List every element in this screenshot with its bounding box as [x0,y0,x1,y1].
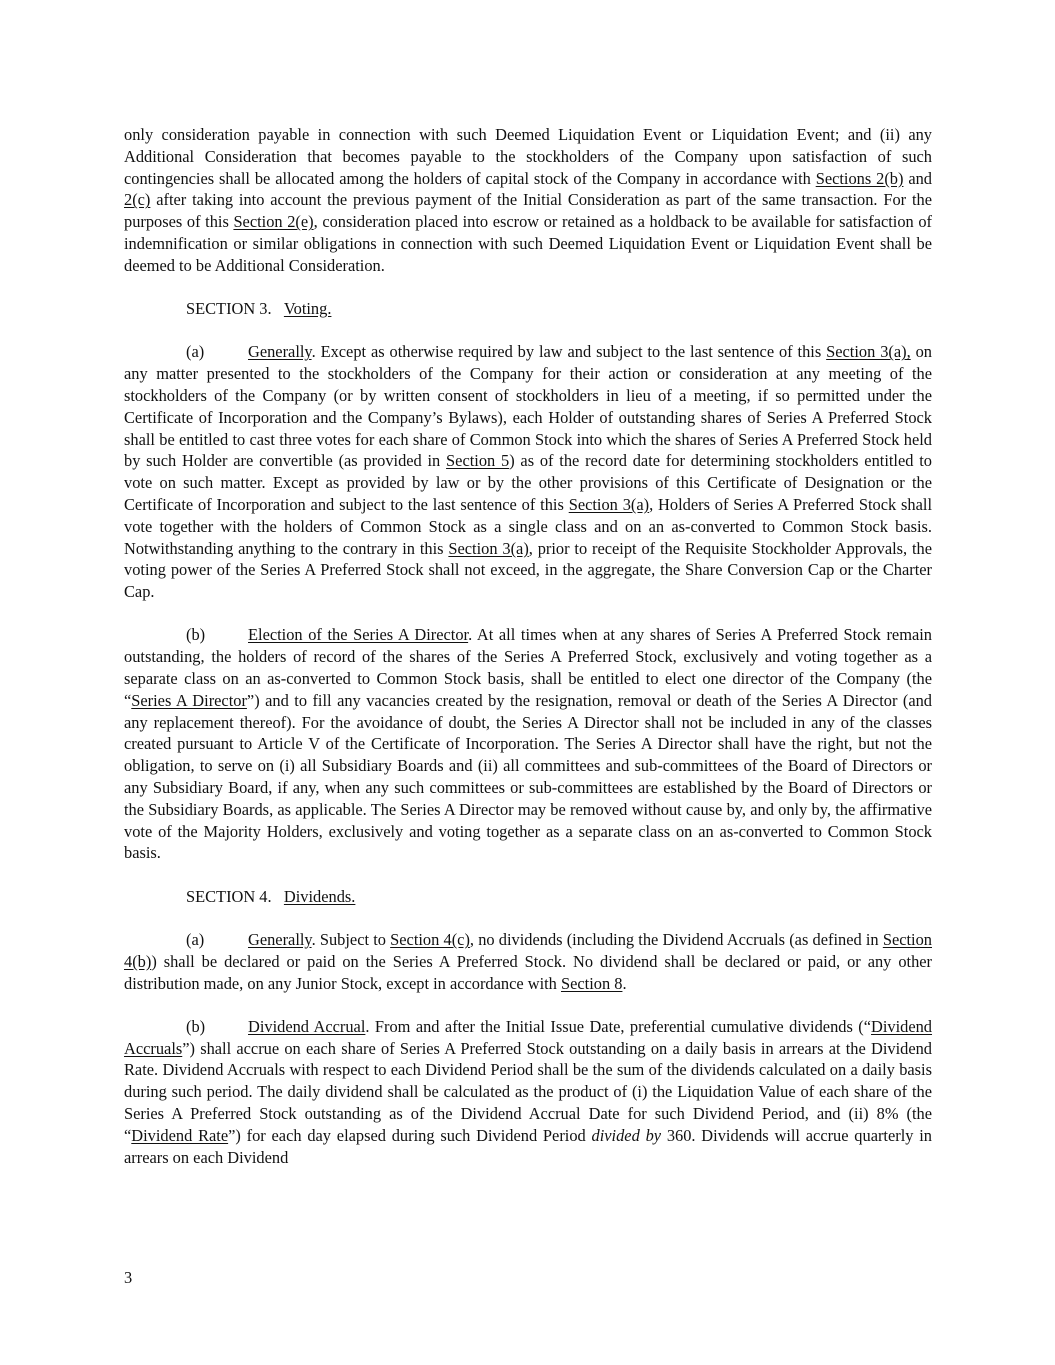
cross-reference-2c: 2(c) [124,190,151,210]
clause-marker-3a: (a) [186,342,205,362]
cross-reference-section-3a: Section 3(a) [448,538,529,558]
italic-divided-by: divided by [591,1125,662,1145]
cross-reference-section-3a: Section 3(a), [826,342,911,362]
section-4-heading: SECTION 4. Dividends. [186,886,356,906]
document-page-body [124,124,932,1168]
clause-title-3b: Election of the Series A Director [248,625,469,645]
clause-title-3a: Generally [248,342,312,362]
section-3-title: Voting. [283,299,332,319]
cross-reference-section-5: Section 5 [446,451,510,471]
paragraph-liquidation-continuation: only consideration payable in connection with such Deemed Liquidation Event or Liquidation Event; and (ii) any Additional Consideration that becomes payable to the stockholders of the Company upon satisfaction of such contingencies shall be allocated among the holders of capital stock of the Company in accordance with Sections 2(b) and 2(c) after taking into account the previous payment of the Initial Consideration as part of the same transaction. For the purposes of this Section 2(e), consideration placed into escrow or retained as a holdback to be available for satisfaction of indemnification or similar obligations in connection with such Deemed Liquidation Event or Liquidation Event shall be deemed to be Additional Consideration. [124,125,933,275]
paragraph-4b-dividend-accrual: (b) Dividend Accrual. From and after the Initial Issue Date, preferential cumulative dividends (“Dividend Accruals”) shall accrue on each share of Series A Preferred Stock outstanding on a daily basis in arrears at the Dividend Rate. Dividend Accruals with respect to each Dividend Period shall be the sum of the dividends calculated on a daily basis during such period. The daily dividend shall be calculated as the product of (i) the Liquidation Value of each share of the Series A Preferred Stock outstanding as of the Dividend Accrual Date for such Dividend Period, and (ii) 8% (the “Dividend Rate”) for each day elapsed during such Dividend Period divided by 360. Dividends will accrue quarterly in arrears on each Dividend [124,1016,933,1167]
defined-term-series-a-director: Series A Director [131,690,247,710]
clause-title-4b: Dividend Accrual [248,1016,366,1036]
cross-reference-sections-2b: Sections 2(b) [815,168,904,188]
cross-reference-section-3a: Section 3(a) [568,494,650,514]
cross-reference-section-4c: Section 4(c) [390,930,470,949]
cross-reference-section-2e: Section 2(e) [233,212,314,232]
page-number: 3 [124,1268,133,1287]
cross-reference-section-8: Section 8 [560,973,623,993]
paragraph-3a-generally: (a) Generally. Except as otherwise required by law and subject to the last sentence of this Section 3(a), on any matter presented to the stockholders of the Company for their action or consideration at any meeting of the stockholders of the Company (or by written consent of stockholders in lieu of a meeting, if so permitted under the Certificate of Incorporation and the Company’s Bylaws), each Holder of outstanding shares of Series A Preferred Stock shall be entitled to cast three votes for each share of Common Stock into which the shares of Series A Preferred Stock held by such Holder are convertible (as provided in Section 5) as of the record date for determining stockholders entitled to vote on such matter. Except as provided by law or by the other provisions of this Certificate of Designation or the Certificate of Incorporation and subject to the last sentence of this Section 3(a), Holders of Series A Preferred Stock shall vote together with the holders of Common Stock as a single class and on an as-converted to Common Stock basis. Notwithstanding anything to the contrary in this Section 3(a), prior to receipt of the Requisite Stockholder Approvals, the voting power of the Series A Preferred Stock shall not exceed, in the aggregate, the Share Conversion Cap or the Charter Cap. [124,342,933,602]
clause-title-4a: Generally [248,930,312,949]
defined-term-dividend-rate: Dividend Rate [131,1125,229,1145]
cross-reference-section-4b: Section 4(b) [124,930,932,971]
clause-marker-4a: (a) [186,930,205,949]
paragraph-3b-election: (b) Election of the Series A Director. At all times when at any shares of Series A Preferred Stock remain outstanding, the holders of record of the shares of the Series A Preferred Stock, exclusively and voting together as a separate class on an as-converted to Common Stock basis, shall be entitled to elect one director of the Company (the “Series A Director”) and to fill any vacancies created by the resignation, removal or death of the Series A Director (and any replacement thereof). For the avoidance of doubt, the Series A Director shall not be included in any of the classes created pursuant to Article V of the Certificate of Incorporation. The Series A Director shall have the right, but not the obligation, to serve on (i) all Subsidiary Boards and (ii) all committees and sub-committees of the Board of Directors or any Subsidiary Board, if any, when any such committees or sub-committees are established by the Board of Directors or the Subsidiary Boards, as applicable. The Series A Director may be removed without cause by, and only by, the affirmative vote of the Majority Holders, exclusively and voting together as a separate class on an as-converted to Common Stock basis. [124,625,932,863]
section-4-title: Dividends. [283,886,356,906]
defined-term-dividend-accruals: Dividend Accruals [124,1016,933,1058]
clause-marker-4b: (b) [186,1016,206,1036]
section-3-heading: SECTION 3. Voting. [186,299,332,319]
paragraph-4a-generally: (a) Generally. Subject to Section 4(c), no dividends (including the Dividend Accruals (as defined in Section 4(b)) shall be declared or paid on the Series A Preferred Stock. No dividend shall be declared or paid, or any other distribution made, on any Junior Stock, except in accordance with Section 8. [124,930,932,993]
clause-marker-3b: (b) [186,625,206,645]
